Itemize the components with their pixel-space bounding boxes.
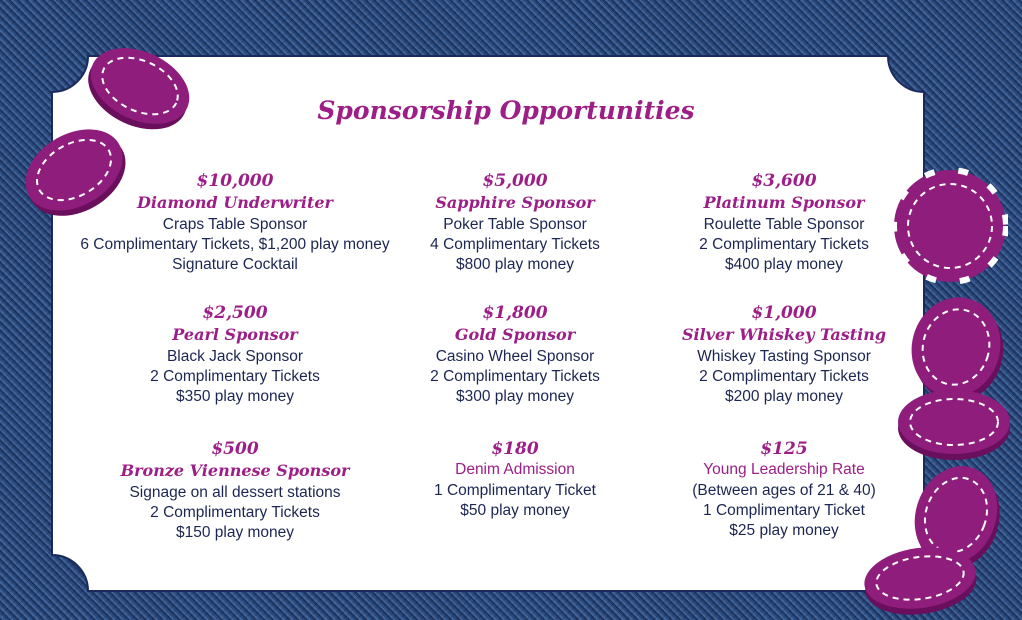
tier-name: Silver Whiskey Tasting: [681, 325, 887, 344]
tier-detail: 2 Complimentary Tickets: [150, 504, 320, 521]
tier-name: Bronze Viennese Sponsor: [120, 461, 350, 480]
tier-detail: Signage on all dessert stations: [129, 484, 341, 501]
tier-price: $2,500: [202, 303, 268, 323]
tier-detail: 1 Complimentary Ticket: [434, 482, 596, 499]
tier-detail: 2 Complimentary Tickets: [699, 236, 869, 253]
tier-price: $1,800: [482, 303, 548, 323]
tier-detail: $400 play money: [724, 256, 844, 273]
tier-detail: Signature Cocktail: [172, 256, 298, 273]
tier-name: Diamond Underwriter: [137, 193, 333, 212]
tier-bronze: [75, 438, 395, 543]
tier-detail: Poker Table Sponsor: [443, 216, 587, 233]
tier-price: $3,600: [751, 171, 817, 191]
tier-silver: [624, 302, 944, 407]
tier-detail: $25 play money: [729, 522, 839, 539]
tier-detail: (Between ages of 21 & 40): [692, 482, 876, 499]
tier-detail: 4 Complimentary Tickets: [430, 236, 600, 253]
tier-detail: $50 play money: [460, 502, 570, 519]
tier-price: $5,000: [482, 171, 548, 191]
tier-detail: 2 Complimentary Tickets: [699, 368, 869, 385]
tier-platinum: [624, 170, 944, 275]
tier-name: Sapphire Sponsor: [435, 193, 595, 212]
tier-name: Platinum Sponsor: [703, 193, 865, 212]
tier-name: Denim Admission: [455, 461, 575, 478]
tier-detail: 1 Complimentary Ticket: [703, 502, 865, 519]
tier-detail: $150 play money: [175, 524, 295, 541]
tier-detail: Whiskey Tasting Sponsor: [697, 348, 871, 365]
tier-detail: 6 Complimentary Tickets, $1,200 play money: [80, 236, 390, 253]
tier-name: Young Leadership Rate: [703, 461, 865, 478]
tier-detail: Black Jack Sponsor: [166, 348, 304, 365]
tier-detail: $350 play money: [175, 388, 295, 405]
tier-young-leadership: [624, 438, 944, 541]
tier-detail: $300 play money: [455, 388, 575, 405]
tier-detail: Roulette Table Sponsor: [703, 216, 865, 233]
tier-name: Gold Sponsor: [454, 325, 576, 344]
tier-detail: 2 Complimentary Tickets: [430, 368, 600, 385]
tier-price: $500: [211, 439, 259, 459]
tier-detail: Casino Wheel Sponsor: [435, 348, 595, 365]
tier-detail: Craps Table Sponsor: [162, 216, 308, 233]
tier-detail: $200 play money: [724, 388, 844, 405]
tier-price: $125: [760, 439, 808, 459]
tier-price: $1,000: [751, 303, 817, 323]
tier-price: $10,000: [196, 171, 274, 191]
tier-detail: 2 Complimentary Tickets: [150, 368, 320, 385]
tier-pearl: [75, 302, 395, 407]
tier-detail: $800 play money: [455, 256, 575, 273]
tier-diamond: [75, 170, 395, 275]
tier-name: Pearl Sponsor: [172, 325, 298, 344]
page-title: Sponsorship Opportunities: [317, 96, 695, 125]
tier-price: $180: [491, 439, 539, 459]
poker-chip-icon: [858, 538, 982, 618]
